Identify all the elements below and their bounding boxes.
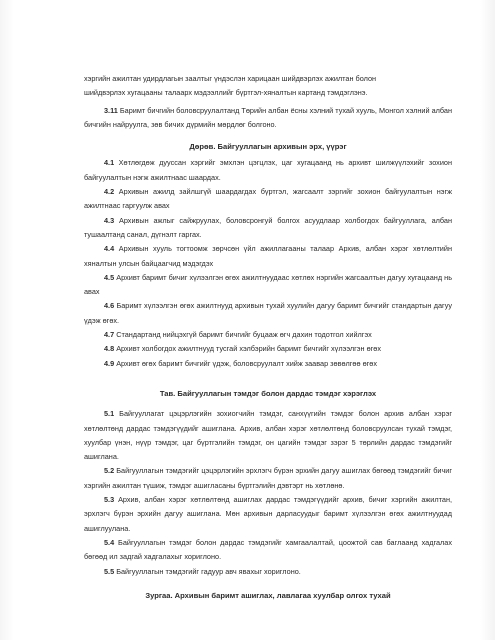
item-4-1 [84,156,452,185]
item-5-4 [84,536,452,565]
item-4-5 [84,271,452,300]
intro-line-2: шийдвэрлэх хугацааны талаарх мэдээллийг бүртгэл-хяналтын картанд тэмдэглэнэ. [84,88,368,98]
item-number: 4.9 [104,358,115,368]
item-number: 4.6 [104,301,115,311]
item-text: Архивын ажилд зайлшгүй шаардагдах бүртгэл, жагсаалт зэргийг зохион байгуулалтын нэгж ажилтнаас гаргуулж авах [84,187,452,211]
item-text: Архивт өгөх баримт бичгийг үдэж, боловсруулалт хийж заавар зөвөлгөө өгөх [116,358,378,368]
item-number: 4.3 [104,215,115,225]
section-6-title: Зургаа. Архивын баримт ашиглах, лавлагаа хуулбар олгох тухай [145,590,391,600]
item-number: 4.7 [104,330,115,340]
item-text: Стандартанд нийцэхгүй баримт бичгийг буцааж өгч дахин тодотгол хийлгэх [116,330,372,340]
paragraph-3-11 [84,104,452,133]
item-number: 5.2 [104,466,115,476]
document-body [84,72,452,603]
item-number: 4.1 [104,158,115,168]
item-number: 5.1 [104,409,115,419]
item-5-2 [84,464,452,493]
paragraph-number: 3.11 [104,105,118,115]
item-number: 4.2 [104,187,115,197]
item-number: 5.4 [104,537,115,547]
item-4-7 [84,328,452,342]
item-text: Байгууллагат цэцэрлэгийн зохиогчийн тэмдэг, санхүүгийн тэмдэг болон архив албан хэрэг хөтлөлтөнд дардас тэмдэгүүдийг ашиглана. Архив, албан хэрэг хөтлөлтөнд боловсруулсан тухай тэмдэг, хуулбар үнэн, нүүр тэмдэг, цаг бүртгэлийн тэмдэг, он цагийн тэмдэг зэрэг 5 төрлийн дардас тэмдэгийг ашиглана. [84,409,453,462]
section-5-title: Тав. Байгууллагын тэмдэг болон дардас тэмдэг хэрэглэх [159,388,377,398]
paragraph-text: Баримт бичгийн боловсруулалтанд Төрийн албан ёсны хэлний тухай хууль, Монгол хэлний албан бичгийн найруулга, зөв бичих дүрмийн мөрдлөг болгоно. [84,105,453,129]
item-text: Байгууллагын тэмдэгийг гадуур авч явахыг хориглоно. [116,566,301,576]
intro-line-1: хэргийн ажилтан удирдлагын заалтыг үндэслэн харицаан шийдвэрлэх ажилтан болон [84,74,377,83]
item-text: Байгууллагын тэмдэг болон дардас тэмдэгийг хамгаалалтай, цоожтой сав баглаанд хадгалах бөгөөд ил задгай хадгалахыг хориглоно. [84,537,453,562]
item-text: Архив, албан хэрэг хөтлөлтөнд ашиглах дардас тэмдэгүүдийг архив, бичиг хэргийн ажилтан, эрхлэгч бүрэн эрхийн дагуу ашиглана. Мөн архивын дарласуудыг баримт хүлээлгэн өгөх ажилтнуудад ашиглуулана. [84,495,453,533]
item-4-8 [84,342,452,356]
item-text: Баримт хүлээлгэн өгөх ажилтнууд архивын тухай хуулийн дагуу баримт бичгийг стандартын дагуу үдэж өгөх. [84,301,452,325]
item-text: Архивын хууль тогтоомж зөрчсөн үйл ажиллагааны талаар Архив, албан хэрэг хөтлөлтийн хяналтын улсын байцаагчид мэдэгдэх [84,244,452,268]
item-number: 5.3 [104,495,115,505]
item-text: Архивт холбогдох ажилтнууд тусгай хэлбэрийн баримт бичгийг хүлээлгэн өгөх [116,344,382,354]
item-5-1 [84,407,452,464]
item-4-3 [84,214,452,243]
item-number: 4.8 [104,344,115,354]
item-4-6 [84,299,452,328]
item-4-4 [84,242,452,271]
item-text: Архивын ажлыг сайжруулах, боловсронгуй болгох асуудлаар холбогдох байгууллага, албан тушаалтанд санал, дүгнэлт гаргах. [84,215,453,239]
item-text: Хөтлөгдөж дууссан хэргийг эмхлэн цэгцлэх, цаг хугацаанд нь архивт шилжүүлэхийг зохион байгуулалтын нэгж ажилтнаас шаардах. [84,158,452,182]
item-5-3 [84,493,452,536]
item-text: Байгууллагын тэмдэгийг цэцэрлэгийн эрхлэгч бүрэн эрхийн дагуу ашиглах бөгөөд тэмдэгийг бичиг хэргийн ажилтан түшиж, тэмдэг ашигласаны бүртгэлийн дэвтэрт нь хөтлөнө. [84,466,452,490]
item-5-5 [84,565,452,579]
item-number: 5.5 [104,566,115,576]
section-4-title: Дөрөв. Байгууллагын архивын эрх, үүрэг [189,142,347,152]
item-4-2 [84,185,452,214]
item-4-9 [84,357,452,371]
item-text: Архивт баримт бичиг хүлээлгэн өгөх ажилтнуудаас хөтлөх нэргийн жагсаалтын дагуу хугацаанд нь авах [84,272,452,297]
item-number: 4.4 [104,244,115,254]
item-number: 4.5 [104,272,115,282]
